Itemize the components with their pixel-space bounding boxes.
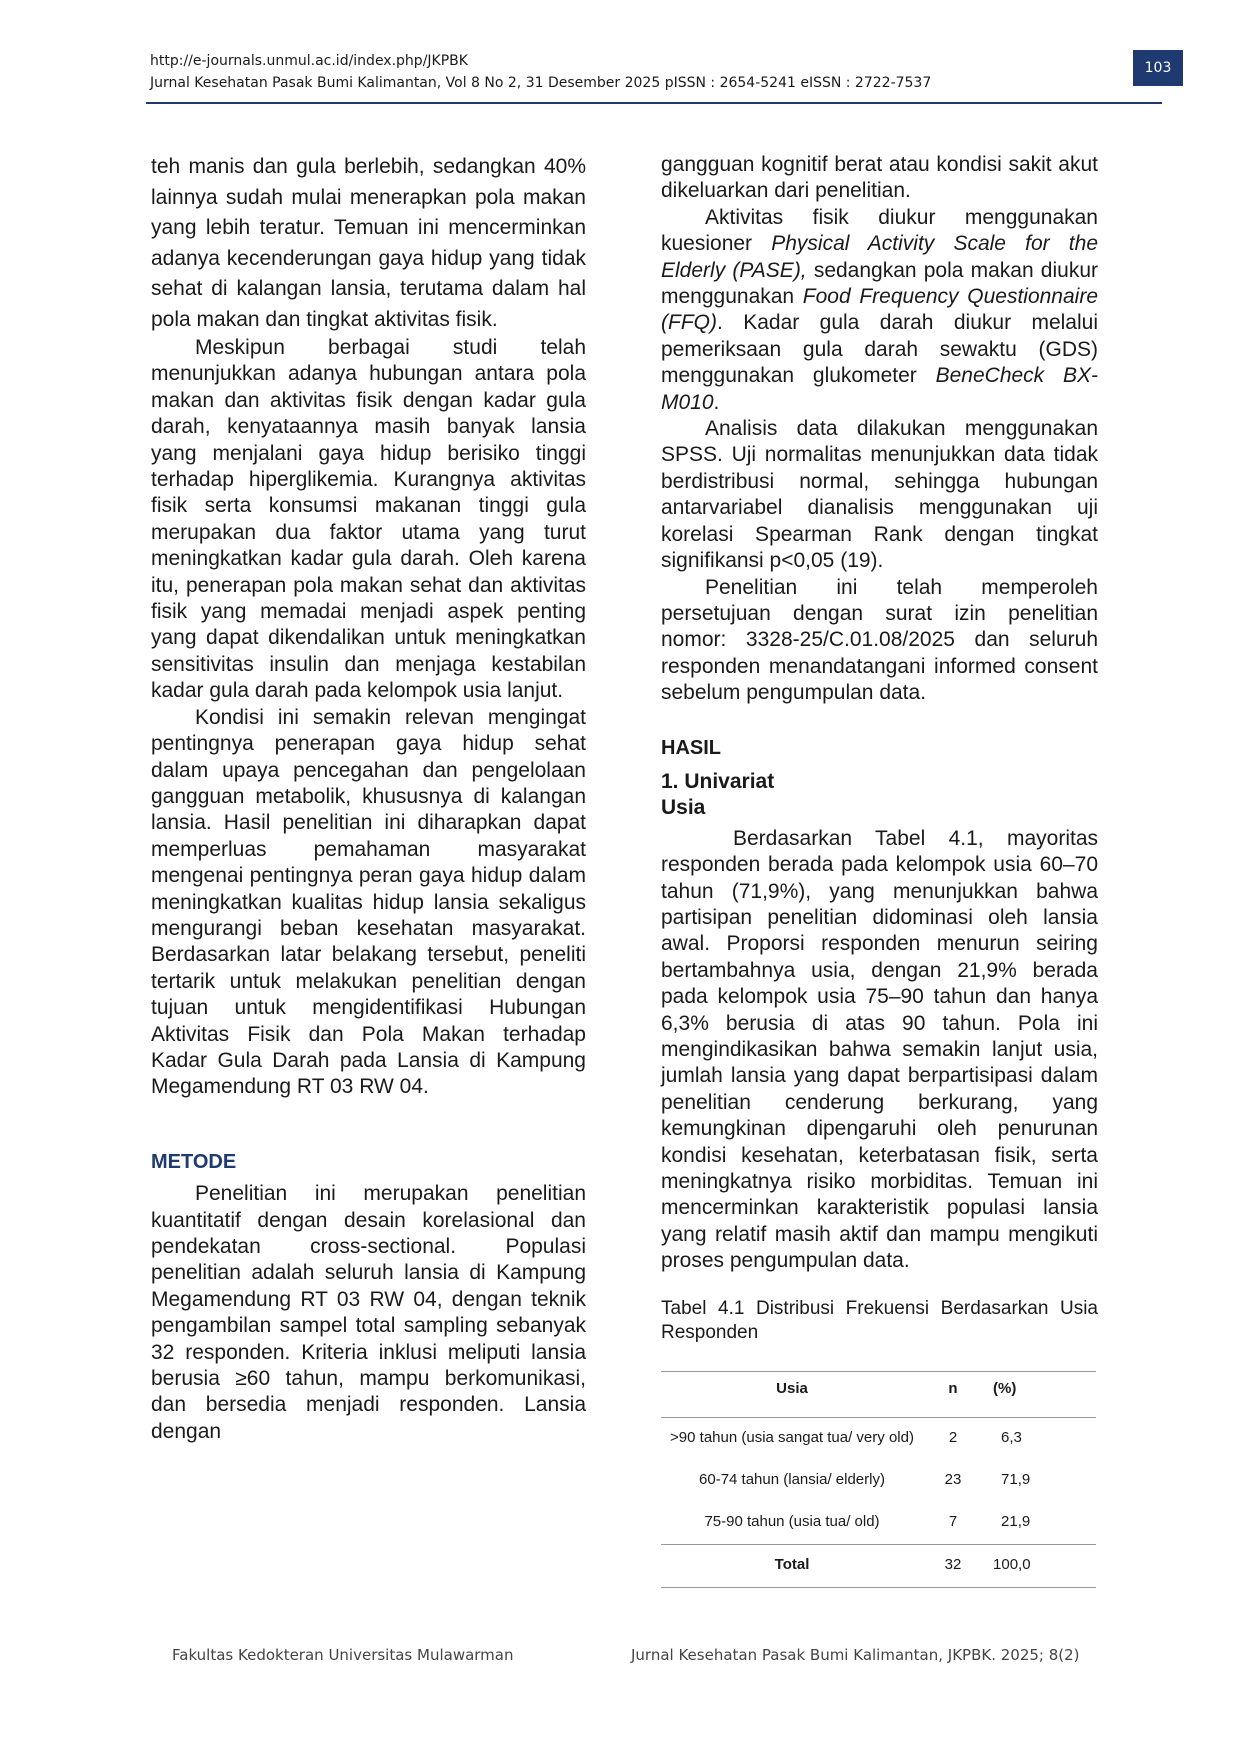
cell-total-n: 32 bbox=[923, 1544, 983, 1587]
cell-total-label: Total bbox=[661, 1544, 923, 1587]
paragraph-ethics: Penelitian ini telah memperoleh persetujuan dengan surat izin penelitian nomor: 3328-25/C.01.08/2025 dan seluruh responden menandatangani informed consent sebelum pengumpulan data. bbox=[661, 575, 1098, 705]
footer-journal: Jurnal Kesehatan Pasak Bumi Kalimantan, JKPBK. 2025; 8(2) bbox=[631, 1646, 1080, 1664]
univariat-heading: 1. Univariat bbox=[661, 769, 775, 793]
cell-percent: 71,9 bbox=[1001, 1471, 1031, 1489]
right-column bbox=[661, 152, 1098, 1588]
benecheck-term: BeneCheck BX-M010 bbox=[661, 364, 1098, 414]
instruments-text-c: . Kadar gula darah diukur melalui pemeriksaan gula darah sewaktu (GDS) menggunakan glukometer bbox=[661, 311, 1098, 388]
cell-usia: 60-74 tahun (lansia/ elderly) bbox=[699, 1471, 885, 1489]
paragraph-usia: Berdasarkan Tabel 4.1, mayoritas responden berada pada kelompok usia 60–70 tahun (71,9%), yang menunjukkan bahwa partisipan penelitian didominasi oleh lansia awal. Proporsi responden menurun seiring bertambahnya usia, dengan 21,9% berada pada kelompok usia 75–90 tahun dan hanya 6,3% berusia di atas 90 tahun. Pola ini mengindikasikan bahwa semakin lanjut usia, jumlah lansia yang dapat berpartisipasi dalam penelitian cenderung berkurang, yang kemungkinan dipengaruhi oleh penurunan kondisi kesehatan, keterbatasan fisik, serta meningkatnya risiko morbiditas. Temuan ini mencerminkan karakteristik populasi lansia yang relatif masih aktif dan mampu mengikuti proses pengumpulan data. bbox=[661, 826, 1098, 1273]
footer-faculty: Fakultas Kedokteran Universitas Mulawarman bbox=[172, 1646, 514, 1664]
cell-usia: 75-90 tahun (usia tua/ old) bbox=[704, 1513, 880, 1531]
table-row bbox=[661, 1460, 1096, 1502]
cell-n: 23 bbox=[944, 1471, 962, 1489]
paragraph-analysis: Analisis data dilakukan menggunakan SPSS. Uji normalitas menunjukkan data tidak berdistribusi normal, sehingga hubungan antarvariabel dianalisis menggunakan uji korelasi Spearman Rank dengan tingkat signifikansi p<0,05 (19). bbox=[661, 417, 1098, 573]
pase-term: Physical Activity Scale for the Elderly (PASE), bbox=[661, 232, 1098, 282]
instruments-text-d: . bbox=[713, 390, 720, 414]
page-number-badge: 103 bbox=[1133, 50, 1183, 86]
table-total-row bbox=[661, 1544, 1096, 1587]
journal-url: http://e-journals.unmul.ac.id/index.php/JKPBK bbox=[150, 53, 468, 69]
page-header bbox=[150, 50, 1150, 94]
table-caption: Tabel 4.1 Distribusi Frekuensi Berdasarkan Usia Responden bbox=[661, 1297, 1098, 1343]
hasil-heading: HASIL bbox=[661, 736, 721, 759]
paragraph-metode: Penelitian ini merupakan penelitian kuantitatif dengan desain korelasional dan pendekatan cross-sectional. Populasi penelitian adalah seluruh lansia di Kampung Megamendung RT 03 RW 04, dengan teknik pengambilan sampel total sampling sebanyak 32 responden. Kriteria inklusi meliputi lansia berusia ≥60 tahun, mampu berkomunikasi, dan bersedia menjadi responden. Lansia dengan bbox=[151, 1182, 586, 1443]
header-usia: Usia bbox=[661, 1371, 923, 1417]
instruments-text-b: sedangkan pola makan diukur menggunakan bbox=[661, 258, 1098, 309]
paragraph-left-2: Meskipun berbagai studi telah menunjukkan adanya hubungan antara pola makan dan aktivitas fisik dengan kadar gula darah, kenyataannya masih banyak lansia yang menjalani gaya hidup berisiko tinggi terhadap hiperglikemia. Kurangnya aktivitas fisik serta konsumsi makanan tinggi gula merupakan dua faktor utama yang turut meningkatkan kadar gula darah. Oleh karena itu, penerapan pola makan sehat dan aktivitas fisik yang memadai menjadi aspek penting yang dapat dikendalikan untuk meningkatkan sensitivitas insulin dan menjaga kestabilan kadar gula darah pada kelompok usia lanjut. bbox=[151, 336, 586, 703]
cell-usia: >90 tahun (usia sangat tua/ very old) bbox=[670, 1429, 914, 1447]
paragraph-instruments bbox=[661, 205, 1098, 416]
metode-heading: METODE bbox=[151, 1150, 237, 1173]
paragraph-left-1: teh manis dan gula berlebih, sedangkan 40% lainnya sudah mulai menerapkan pola makan yang lebih teratur. Temuan ini mencerminkan adanya kecenderungan gaya hidup yang tidak sehat di kalangan lansia, terutama dalam hal pola makan dan tingkat aktivitas fisik. bbox=[151, 155, 586, 331]
usia-heading: Usia bbox=[661, 796, 706, 820]
table-row bbox=[661, 1502, 1096, 1545]
header-n: n bbox=[923, 1371, 983, 1417]
header-percent: (%) bbox=[983, 1371, 1096, 1417]
paragraph-right-1: gangguan kognitif berat atau kondisi sakit akut dikeluarkan dari penelitian. bbox=[661, 153, 1098, 203]
instruments-text-a: Aktivitas fisik diukur menggunakan kuesioner bbox=[661, 205, 1098, 256]
left-column bbox=[151, 152, 586, 1445]
ffq-term: Food Frequency Questionnaire (FFQ) bbox=[661, 285, 1098, 335]
cell-percent: 21,9 bbox=[1001, 1513, 1031, 1531]
header-divider bbox=[146, 102, 1162, 104]
age-distribution-table bbox=[661, 1371, 1096, 1588]
table-row bbox=[661, 1417, 1096, 1460]
cell-percent: 6,3 bbox=[1001, 1429, 1022, 1447]
cell-n: 2 bbox=[948, 1429, 958, 1447]
cell-total-percent: 100,0 bbox=[983, 1544, 1096, 1587]
table-header-row bbox=[661, 1371, 1096, 1417]
paragraph-left-3: Kondisi ini semakin relevan mengingat pentingnya penerapan gaya hidup sehat dalam upaya pencegahan dan pengelolaan gangguan metabolik, khususnya di kalangan lansia. Hasil penelitian ini diharapkan dapat memperluas pemahaman masyarakat mengenai pentingnya peran gaya hidup dalam meningkatkan kualitas hidup lansia sekaligus mengurangi beban kesehatan masyarakat. Berdasarkan latar belakang tersebut, peneliti tertarik untuk melakukan penelitian dengan tujuan untuk mengidentifikasi Hubungan Aktivitas Fisik dan Pola Makan terhadap Kadar Gula Darah pada Lansia di Kampung Megamendung RT 03 RW 04. bbox=[151, 705, 586, 1099]
cell-n: 7 bbox=[948, 1513, 958, 1531]
journal-citation: Jurnal Kesehatan Pasak Bumi Kalimantan, Vol 8 No 2, 31 Desember 2025 pISSN : 2654-5241 eISSN : 2722-7537 bbox=[150, 75, 932, 91]
